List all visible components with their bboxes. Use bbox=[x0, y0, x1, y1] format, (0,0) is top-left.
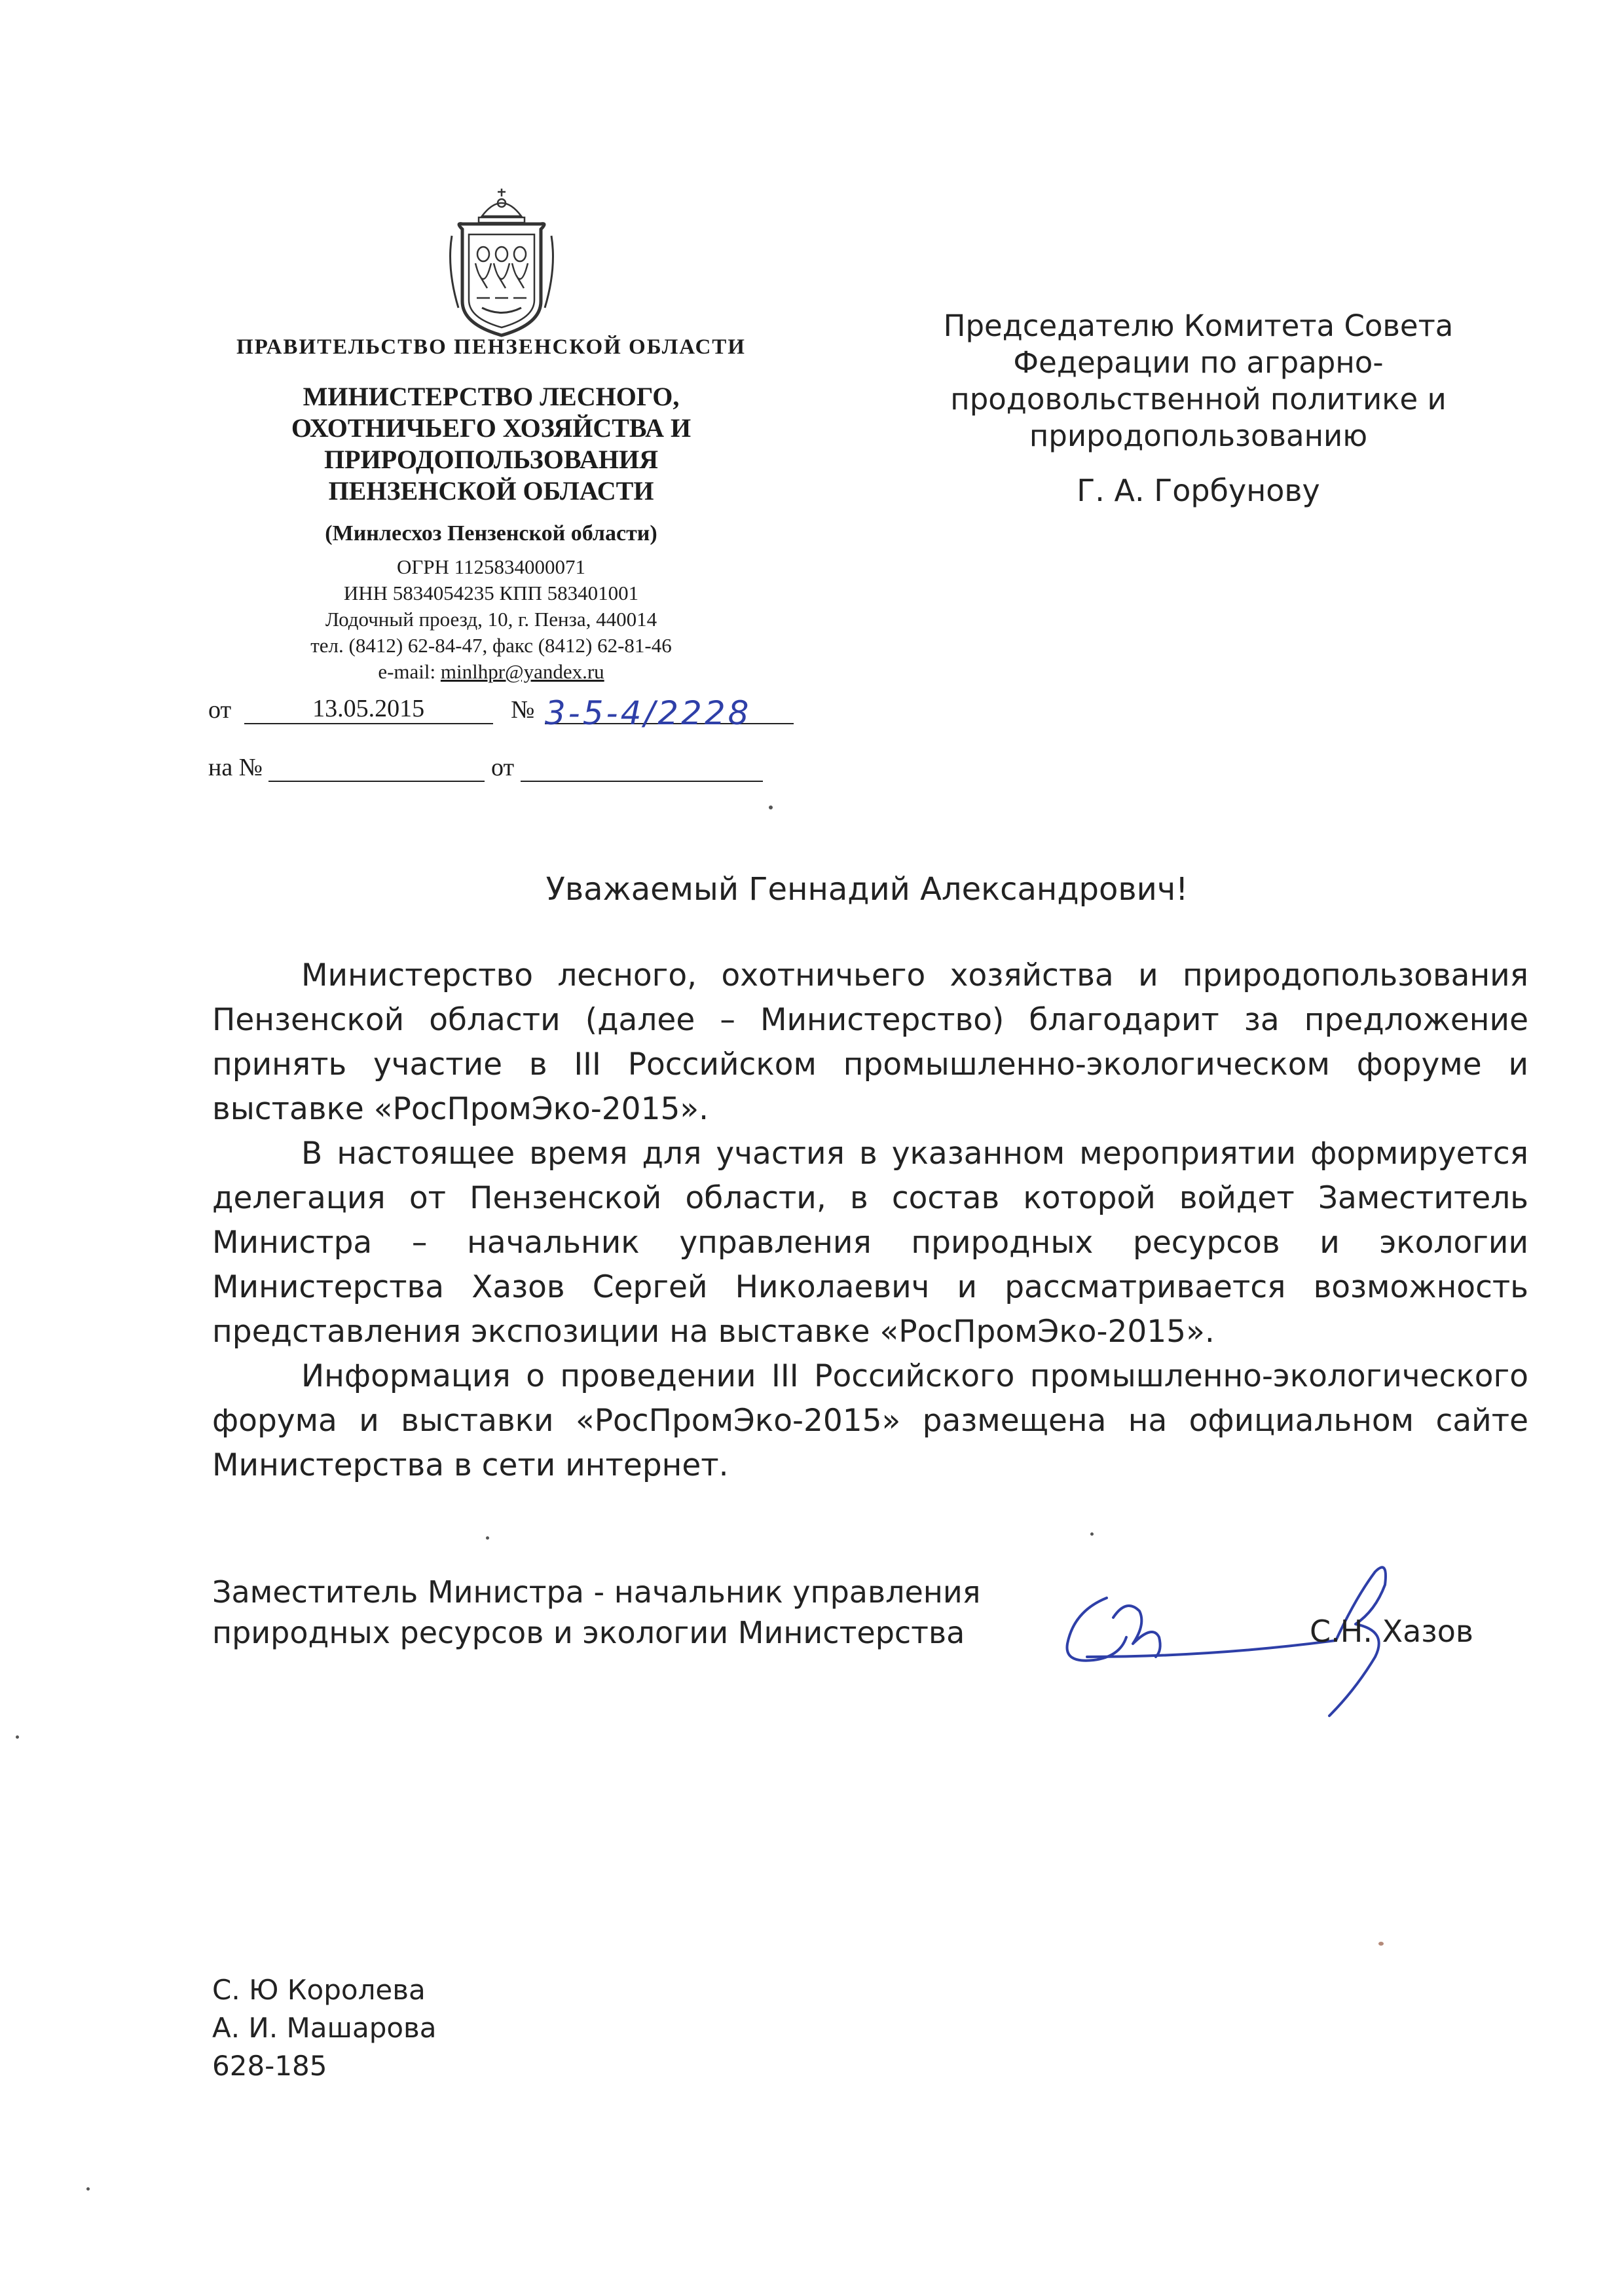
executors-block bbox=[212, 1971, 437, 2085]
postal-address: Лодочный проезд, 10, г. Пенза, 440014 bbox=[325, 608, 657, 631]
government-name: ПРАВИТЕЛЬСТВО ПЕНЗЕНСКОЙ ОБЛАСТИ bbox=[236, 335, 746, 359]
email-link[interactable]: minlhpr@yandex.ru bbox=[440, 660, 604, 683]
ministry-name-line: ПРИРОДОПОЛЬЗОВАНИЯ bbox=[324, 445, 658, 474]
scan-speck bbox=[769, 805, 773, 809]
signatory-title-line: Заместитель Министра - начальник управления bbox=[212, 1574, 981, 1610]
body-paragraph: Информация о проведении III Российского промышленно-экологического форума и выставки «РосПромЭко-2015» размещена на официальном сайте Министерства в сети интернет. bbox=[212, 1358, 1528, 1483]
signatory-title-line: природных ресурсов и экологии Министерства bbox=[212, 1615, 965, 1650]
incoming-reg-line bbox=[208, 752, 763, 782]
scan-speck bbox=[16, 1735, 19, 1739]
number-label: № bbox=[511, 696, 535, 724]
email-line bbox=[183, 659, 799, 685]
ministry-name-line: ОХОТНИЧЬЕГО ХОЗЯЙСТВА И bbox=[291, 413, 692, 443]
scan-speck bbox=[86, 2187, 90, 2191]
executor-line: С. Ю Королева bbox=[212, 1974, 426, 2006]
in-reply-number-field bbox=[268, 752, 485, 782]
outgoing-number-field bbox=[544, 694, 794, 732]
executor-line: А. И. Машарова bbox=[212, 2012, 437, 2044]
addressee-line: природопользованию bbox=[1029, 418, 1368, 453]
ministry-details bbox=[183, 554, 799, 685]
scan-speck bbox=[486, 1536, 489, 1540]
scan-speck bbox=[1090, 1532, 1094, 1536]
in-reply-label: на № bbox=[208, 754, 263, 781]
ministry-name-line: ПЕНЗЕНСКОЙ ОБЛАСТИ bbox=[328, 476, 654, 506]
in-reply-date-field bbox=[521, 752, 763, 782]
addressee-line: Председателю Комитета Совета bbox=[943, 308, 1454, 343]
body-paragraph: В настоящее время для участия в указанном мероприятии формируется делегация от Пензенской области, в состав которой войдет Заместитель Министра – начальник управления природных ресурсов и экологии Министерства Хазов Сергей Николаевич и рассматривается возможность представления экспозиции на выставке «РосПромЭко-2015». bbox=[212, 1136, 1528, 1350]
phone-fax: тел. (8412) 62-84-47, факс (8412) 62-81-46 bbox=[310, 634, 672, 657]
ministry-short-name: (Минлесхоз Пензенской области) bbox=[325, 521, 657, 546]
executor-phone: 628-185 bbox=[212, 2050, 327, 2082]
ministry-name bbox=[183, 381, 799, 507]
in-reply-from-label: от bbox=[490, 754, 515, 781]
addressee-line: Федерации по аграрно- bbox=[1013, 345, 1384, 380]
from-label: от bbox=[208, 696, 232, 724]
outgoing-reg-line bbox=[208, 694, 794, 732]
outgoing-date: 13.05.2015 bbox=[244, 694, 493, 724]
email-label: e-mail: bbox=[378, 660, 441, 683]
inn-kpp: ИНН 5834054235 КПП 583401001 bbox=[343, 582, 639, 604]
addressee-name: Г. А. Горбунову bbox=[1077, 473, 1320, 508]
signatory-title bbox=[212, 1572, 980, 1653]
coat-of-arms-icon bbox=[443, 183, 561, 341]
addressee-line: продовольственной политике и bbox=[950, 382, 1447, 417]
salutation: Уважаемый Геннадий Александрович! bbox=[545, 871, 1189, 908]
ministry-name-line: МИНИСТЕРСТВО ЛЕСНОГО, bbox=[303, 382, 680, 411]
signatory-name: С.Н. Хазов bbox=[1310, 1614, 1473, 1649]
addressee-position bbox=[917, 308, 1480, 454]
ogrn: ОГРН 1125834000071 bbox=[396, 555, 586, 578]
outgoing-number: 3-5-4/2228 bbox=[544, 694, 752, 732]
body-paragraph: Министерство лесного, охотничьего хозяйства и природопользования Пензенской области (далее – Министерство) благодарит за предложение принять участие в III Российском промышленно-экологическом форуме и выставке «РосПромЭко-2015». bbox=[212, 957, 1528, 1127]
scan-speck bbox=[1378, 1942, 1384, 1946]
